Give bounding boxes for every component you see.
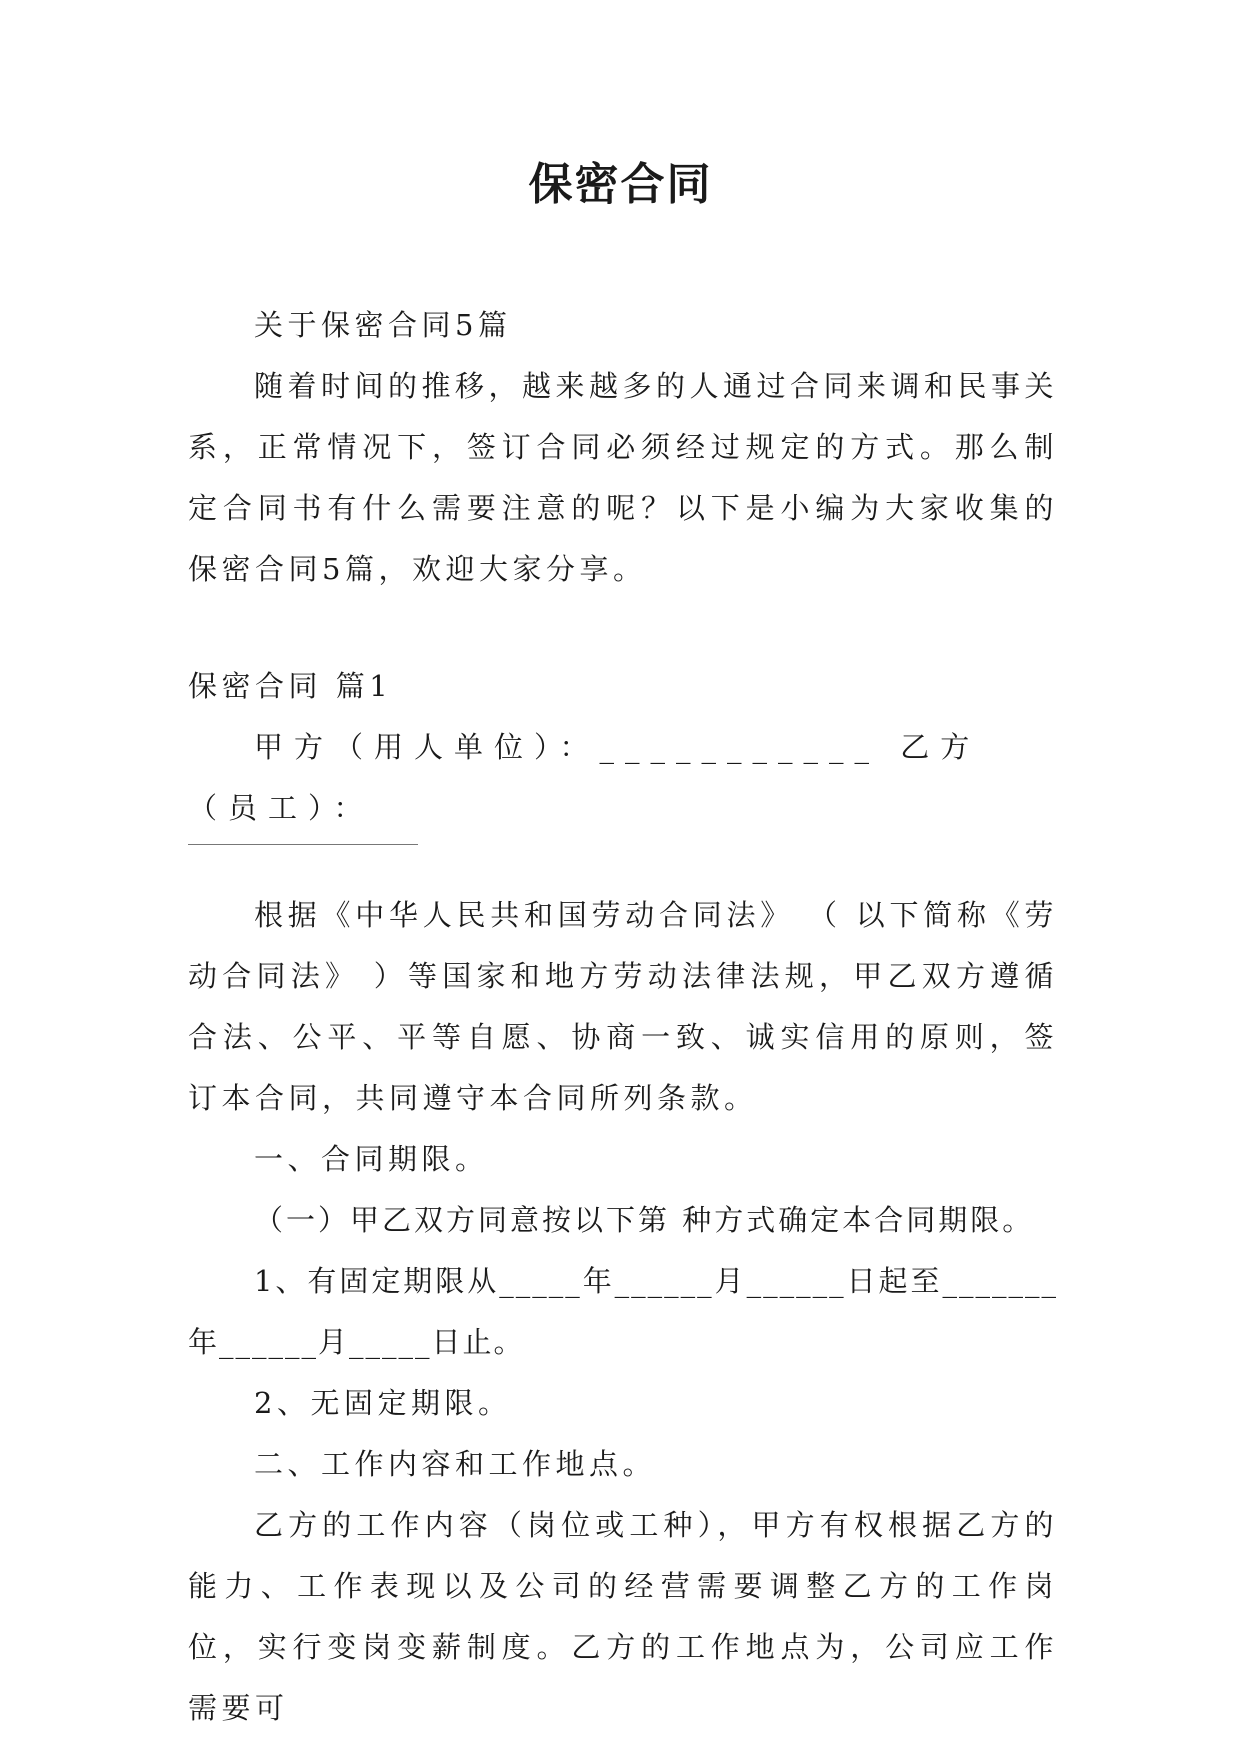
document-body	[188, 295, 1058, 1739]
clause2-paragraph: 乙方的工作内容（岗位或工种），甲方有权根据乙方的能力、工作表现以及公司的经营需要调整乙方的工作岗位，实行变岗变薪制度。乙方的工作地点为，公司应工作需要可	[188, 1508, 1058, 1725]
document-title: 保密合同	[528, 159, 713, 210]
clause1-title: 一、合同期限。	[254, 1142, 489, 1176]
parties-line: 甲方（用人单位）：___________ 乙方（员工）：	[188, 730, 981, 825]
clause1-subclause: （一）甲乙双方同意按以下第 种方式确定本合同期限。	[254, 1203, 1035, 1237]
clause1-item1: 1、有固定期限从_____年______月______日起至_______年______月_____日止。	[188, 1264, 1058, 1359]
basis-paragraph: 根据《中华人民共和国劳动合同法》 （ 以下简称《劳动合同法》 ）等国家和地方劳动法律法规，甲乙双方遵循合法、公平、平等自愿、协商一致、诚实信用的原则，签订本合同，共同遵守本合同所列条款。	[188, 898, 1058, 1115]
intro-paragraph: 随着时间的推移，越来越多的人通过合同来调和民事关系，正常情况下，签订合同必须经过规定的方式。那么制定合同书有什么需要注意的呢？以下是小编为大家收集的保密合同5篇，欢迎大家分享。	[188, 369, 1059, 586]
spacer	[188, 600, 1058, 656]
clause1-item2: 2、无固定期限。	[254, 1386, 512, 1420]
clause2-title: 二、工作内容和工作地点。	[254, 1447, 657, 1481]
document-subtitle: 关于保密合同5篇	[254, 308, 512, 342]
section-heading: 保密合同 篇1	[188, 669, 393, 703]
employee-blank-line	[188, 843, 418, 845]
